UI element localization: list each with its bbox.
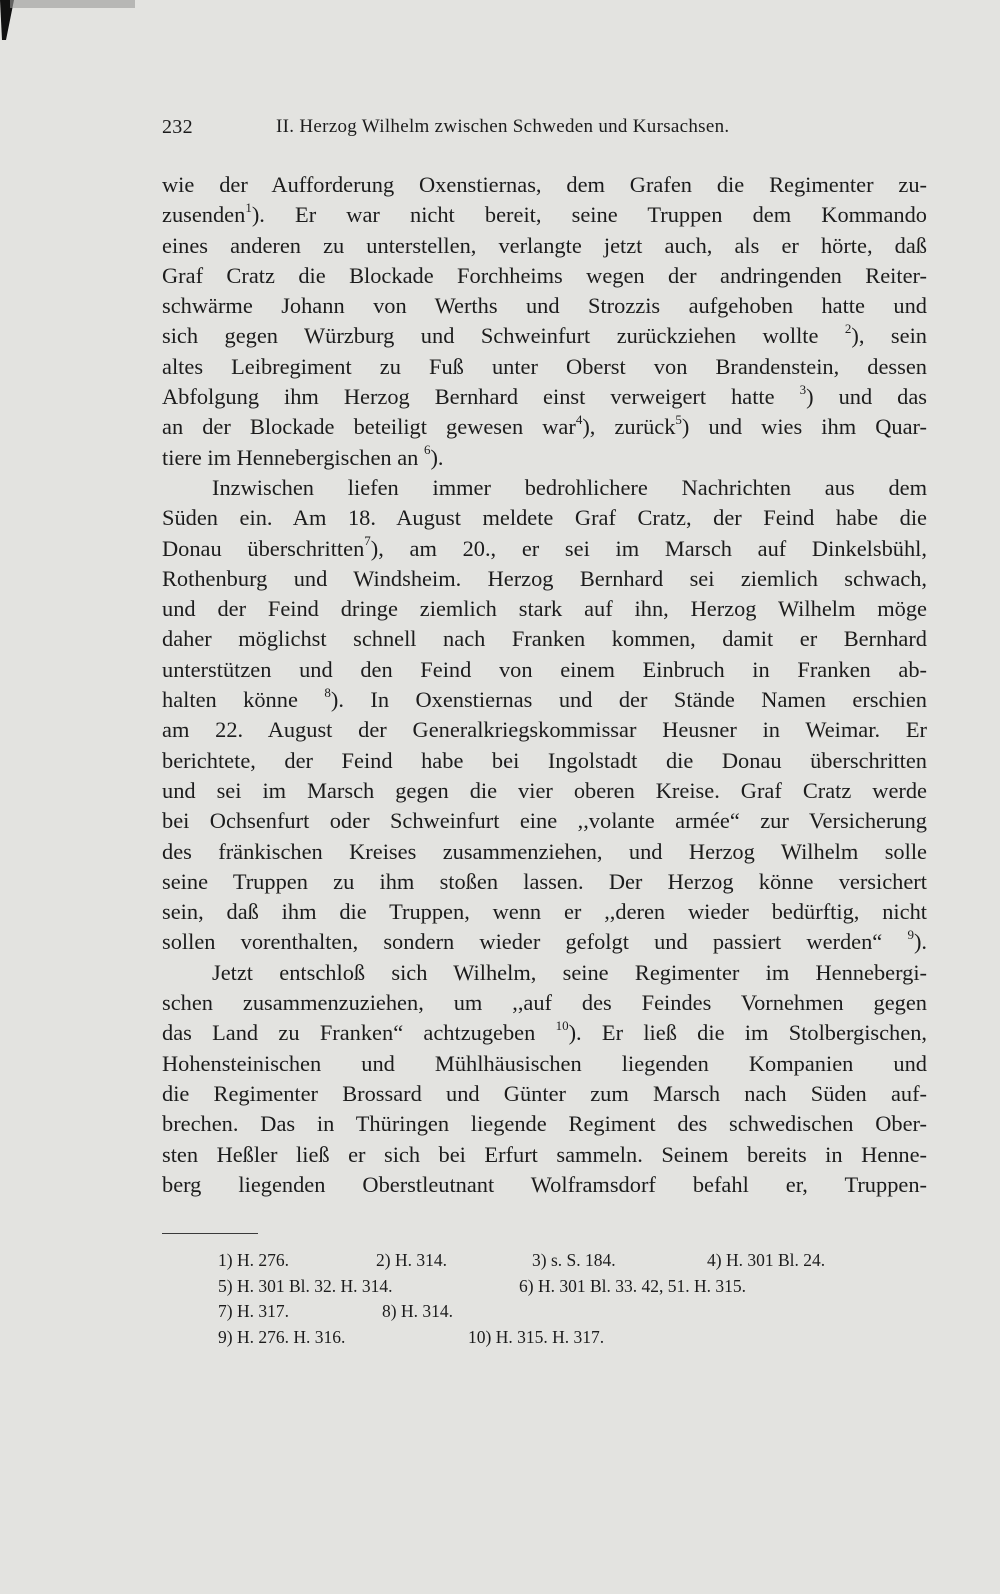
footnote-marker: 2: [844, 321, 852, 337]
text-line: tiere im Hennebergischen an $^6$).: [162, 442, 444, 470]
text-line: wie der Aufforderung Oxenstiernas, dem Grafen die Regimenter zu-: [162, 172, 927, 197]
footnote-divider: [162, 1233, 258, 1234]
footnote-marker: 1: [245, 199, 252, 215]
footnote: 3) s. S. 184.: [532, 1250, 616, 1270]
footnote-marker: 3: [799, 381, 807, 397]
text-line: Inzwischen liefen immer bedrohlichere Nachrichten aus dem: [212, 474, 927, 500]
text-line: Hohensteinischen und Mühlhäusischen liegenden Kompanien und: [162, 1050, 927, 1076]
footnote-row: [162, 1299, 927, 1325]
running-head: II. Herzog Wilhelm zwischen Schweden und Kursachsen.: [276, 116, 730, 137]
text-line: sten Heßler ließ er sich bei Erfurt sammeln. Seinem bereits in Henne-: [162, 1141, 927, 1167]
text-line: sich gegen Würzburg und Schweinfurt zurückziehen wollte $^2$), sein: [162, 321, 927, 349]
footnote: 10) H. 315. H. 317.: [468, 1326, 605, 1347]
footnote-marker: 6: [423, 442, 431, 458]
paragraph-2: [162, 473, 927, 958]
text-line: und der Feind dringe ziemlich stark auf ihn, Herzog Wilhelm möge: [162, 596, 927, 622]
body-text: [162, 170, 927, 1200]
text-line: berg liegenden Oberstleutnant Wolframsdorf befahl er, Truppen-: [162, 1171, 927, 1197]
text-line: des fränkischen Kreises zusammenziehen, und Herzog Wilhelm solle: [162, 838, 927, 864]
text-line: Süden ein. Am 18. August meldete Graf Cratz, der Feind habe die: [162, 505, 927, 531]
text-line: berichtete, der Feind habe bei Ingolstadt die Donau überschritten: [162, 747, 927, 773]
text-line: unterstützen und den Feind von einem Einbruch in Franken ab-: [162, 656, 927, 682]
text-line: daher möglichst schnell nach Franken kommen, damit er Bernhard: [162, 626, 927, 652]
text-line: Abfolgung ihm Herzog Bernhard einst verweigert hatte $^3$) und das: [162, 381, 927, 410]
footnote: 4) H. 301 Bl. 24.: [707, 1250, 826, 1270]
text-line: Jetzt entschloß sich Wilhelm, seine Regimenter im Hennebergi-: [212, 959, 927, 985]
footnote: 7) H. 317.: [218, 1301, 289, 1321]
text-line: zusenden$^1$). Er war nicht bereit, seine Truppen dem Kommando: [162, 199, 927, 228]
text-line: sein, daß ihm die Truppen, wenn er ,,deren wieder bedürftig, nicht: [162, 899, 927, 925]
footnote: 6) H. 301 Bl. 33. 42, 51. H. 315.: [519, 1275, 747, 1296]
footnote-marker: 5: [675, 411, 682, 427]
footnote-row: [162, 1274, 927, 1300]
text-line: sollen vorenthalten, sondern wieder gefolgt und passiert werden“ $^9$).: [162, 926, 928, 955]
text-line: schen zusammenzuziehen, um ,,auf des Feindes Vornehmen gegen: [162, 990, 927, 1016]
footnote: 2) H. 314.: [376, 1250, 447, 1270]
footnote: 1) H. 276.: [218, 1250, 289, 1270]
text-line: und sei im Marsch gegen die vier oberen Kreise. Graf Cratz werde: [162, 777, 927, 803]
footnote: 9) H. 276. H. 316.: [218, 1326, 346, 1347]
text-line: eines anderen zu unterstellen, verlangte jetzt auch, als er hörte, daß: [162, 232, 927, 258]
paragraph-3: [162, 958, 927, 1200]
paragraph-1: [162, 170, 927, 473]
footnote-row: [162, 1325, 927, 1351]
footnote-marker: 9: [907, 926, 914, 942]
page-number: 232: [162, 116, 193, 138]
text-line: die Regimenter Brossard und Günter zum Marsch nach Süden auf-: [162, 1080, 927, 1106]
text-line: seine Truppen zu ihm stoßen lassen. Der Herzog könne versichert: [162, 868, 927, 894]
text-line: halten könne $^8$). In Oxenstiernas und der Stände Namen erschien: [162, 684, 928, 713]
footnote: 5) H. 301 Bl. 32. H. 314.: [218, 1275, 393, 1296]
text-line: Rothenburg und Windsheim. Herzog Bernhard sei ziemlich schwach,: [162, 565, 927, 591]
footnote-marker: 10: [555, 1017, 569, 1033]
text-line: bei Ochsenfurt oder Schweinfurt eine ,,volante armée“ zur Versicherung: [162, 808, 927, 834]
footnote-marker: 4: [575, 411, 583, 427]
text-line: altes Leibregiment zu Fuß unter Oberst von Brandenstein, dessen: [162, 353, 927, 379]
text-line: schwärme Johann von Werths und Strozzis aufgehoben hatte und: [162, 293, 927, 319]
text-line: brechen. Das in Thüringen liegende Regiment des schwedischen Ober-: [162, 1111, 927, 1137]
text-line: an der Blockade beteiligt gewesen war$^4$), zurück$^5$) und wies ihm Quar-: [162, 411, 927, 440]
footnote-marker: 7: [364, 533, 371, 549]
scan-corner-mark: [0, 0, 140, 40]
text-line: Donau überschritten$^7$), am 20., er sei im Marsch auf Dinkelsbühl,: [162, 533, 927, 561]
text-line: am 22. August der Generalkriegskommissar Heusner in Weimar. Er: [162, 717, 927, 743]
footnote-marker: 8: [324, 684, 331, 700]
text-line: Graf Cratz die Blockade Forchheims wegen der andringenden Reiter-: [162, 262, 927, 288]
footnote: 8) H. 314.: [382, 1301, 453, 1321]
footnotes: [162, 1248, 927, 1350]
page-header: [162, 116, 922, 146]
text-line: das Land zu Franken“ achtzugeben $^{10}$). Er ließ die im Stolbergischen,: [162, 1017, 927, 1046]
footnote-row: [162, 1248, 927, 1274]
